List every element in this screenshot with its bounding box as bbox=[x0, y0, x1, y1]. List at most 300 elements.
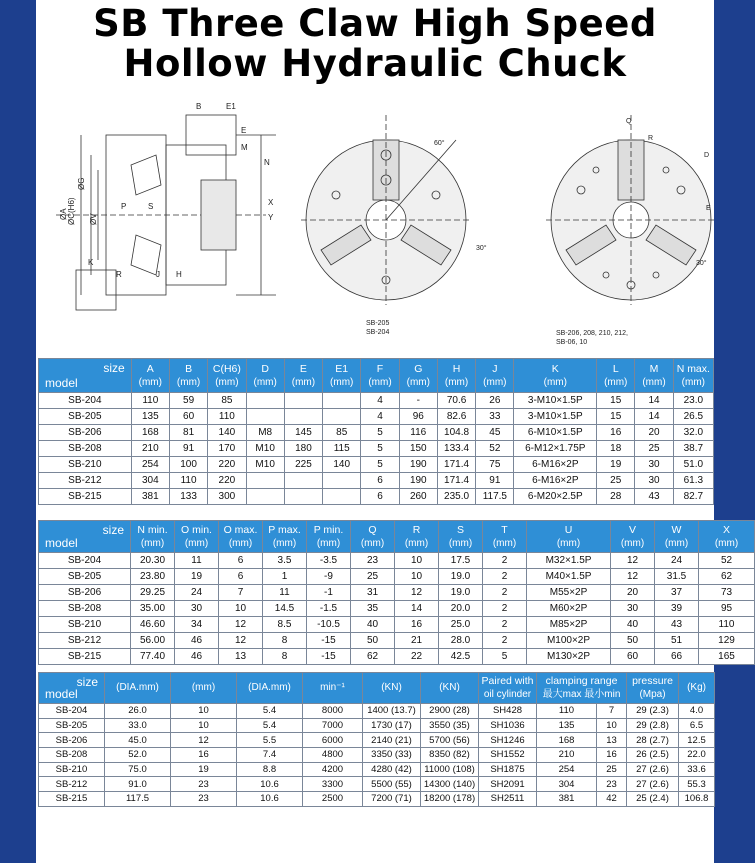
table-cell: 26.5 bbox=[673, 409, 713, 425]
table-cell: 31 bbox=[351, 585, 395, 601]
svg-text:R: R bbox=[116, 270, 122, 279]
column-header-title: E bbox=[299, 362, 307, 375]
table-cell: 23 bbox=[597, 777, 627, 792]
corner-size-label: size bbox=[102, 523, 124, 537]
table-cell: 4800 bbox=[303, 748, 363, 763]
table-cell: 82.6 bbox=[437, 409, 475, 425]
table-cell: 145 bbox=[284, 425, 322, 441]
table-cell: 133 bbox=[169, 489, 207, 505]
table-cell bbox=[323, 393, 361, 409]
table-cell: 1400 (13.7) bbox=[363, 704, 421, 719]
table-cell: 12 bbox=[219, 633, 263, 649]
table-cell: 14.5 bbox=[263, 601, 307, 617]
column-header-title: F bbox=[376, 362, 384, 375]
column-header-unit: (mm) bbox=[368, 376, 392, 388]
svg-text:60°: 60° bbox=[434, 140, 445, 147]
table-cell: 117.5 bbox=[476, 489, 514, 505]
column-header-unit: (DIA.mm) bbox=[248, 682, 291, 693]
table-cell bbox=[284, 473, 322, 489]
column-header-unit: (mm) bbox=[360, 537, 385, 549]
column-header bbox=[537, 673, 627, 704]
column-header-title: R bbox=[412, 523, 421, 536]
svg-text:ØC(H6): ØC(H6) bbox=[67, 197, 76, 225]
table-row bbox=[39, 489, 714, 505]
table-cell: 12 bbox=[611, 553, 655, 569]
table-cell: 18 bbox=[597, 441, 635, 457]
table-cell: 2500 bbox=[303, 792, 363, 807]
table-cell: 12 bbox=[219, 617, 263, 633]
svg-text:SB-204: SB-204 bbox=[366, 329, 390, 336]
table-cell: 10.6 bbox=[237, 792, 303, 807]
table-cell: 25 (2.4) bbox=[627, 792, 679, 807]
table-cell: 24 bbox=[655, 553, 699, 569]
model-cell: SB-204 bbox=[39, 393, 132, 409]
column-header-unit: (mm) bbox=[448, 537, 473, 549]
table-cell: 5.4 bbox=[237, 718, 303, 733]
column-header bbox=[476, 359, 514, 393]
table-cell: 20.30 bbox=[131, 553, 175, 569]
table-cell: M55×2P bbox=[527, 585, 611, 601]
table-cell: -15 bbox=[307, 633, 351, 649]
table-cell: 81 bbox=[169, 425, 207, 441]
table-row bbox=[39, 441, 714, 457]
table-cell: 85 bbox=[323, 425, 361, 441]
table-cell: 12 bbox=[171, 733, 237, 748]
table-cell bbox=[323, 489, 361, 505]
model-cell: SB-208 bbox=[39, 441, 132, 457]
table-cell: 46 bbox=[175, 649, 219, 665]
table-cell: 254 bbox=[131, 457, 169, 473]
column-header-unit: (mm) bbox=[404, 537, 429, 549]
table-cell: 8000 bbox=[303, 704, 363, 719]
table-cell: 140 bbox=[323, 457, 361, 473]
table-cell: 26 (2.5) bbox=[627, 748, 679, 763]
table-cell: 190 bbox=[399, 457, 437, 473]
table-cell: 95 bbox=[699, 601, 755, 617]
table-cell: 5.5 bbox=[237, 733, 303, 748]
table-cell: 16 bbox=[395, 617, 439, 633]
table-cell: 21 bbox=[395, 633, 439, 649]
model-cell: SB-205 bbox=[39, 569, 131, 585]
table-cell: 46 bbox=[175, 633, 219, 649]
column-header bbox=[361, 359, 399, 393]
column-header bbox=[479, 673, 537, 704]
table-cell: 300 bbox=[208, 489, 246, 505]
technical-drawings bbox=[36, 95, 714, 360]
table-cell: 66 bbox=[655, 649, 699, 665]
table-cell: 140 bbox=[208, 425, 246, 441]
svg-text:30°: 30° bbox=[476, 245, 487, 252]
table-cell: 46.60 bbox=[131, 617, 175, 633]
table-cell: 15 bbox=[597, 393, 635, 409]
table-cell bbox=[284, 489, 322, 505]
table-cell: 6-M16×2P bbox=[514, 457, 597, 473]
table-row bbox=[39, 762, 715, 777]
table-cell: 25 bbox=[635, 441, 673, 457]
table-cell: 32.0 bbox=[673, 425, 713, 441]
svg-text:E: E bbox=[241, 126, 247, 135]
column-header bbox=[395, 521, 439, 553]
column-header bbox=[307, 521, 351, 553]
table-cell: 75 bbox=[476, 457, 514, 473]
column-header-title: S bbox=[456, 523, 464, 536]
table-row bbox=[39, 569, 755, 585]
table-cell: 59 bbox=[169, 393, 207, 409]
column-header bbox=[171, 673, 237, 704]
table-cell: 20 bbox=[635, 425, 673, 441]
table-cell: 40 bbox=[611, 617, 655, 633]
model-cell: SB-215 bbox=[39, 792, 105, 807]
svg-text:ØG: ØG bbox=[77, 177, 86, 190]
table-row bbox=[39, 649, 755, 665]
table-cell: 62 bbox=[699, 569, 755, 585]
table-cell: -15 bbox=[307, 649, 351, 665]
table-cell: 133.4 bbox=[437, 441, 475, 457]
model-cell: SB-206 bbox=[39, 733, 105, 748]
table-cell bbox=[246, 473, 284, 489]
svg-text:X: X bbox=[268, 198, 274, 207]
table-cell: 14 bbox=[395, 601, 439, 617]
column-header bbox=[237, 673, 303, 704]
svg-text:Y: Y bbox=[268, 213, 274, 222]
table-cell: SH1246 bbox=[479, 733, 537, 748]
table-row bbox=[39, 393, 714, 409]
table-cell: 10 bbox=[171, 718, 237, 733]
table-cell: 12.5 bbox=[679, 733, 715, 748]
svg-text:N: N bbox=[264, 158, 270, 167]
column-header-title: P min. bbox=[313, 523, 344, 536]
column-header-unit: (mm) bbox=[556, 537, 581, 549]
model-cell: SB-212 bbox=[39, 633, 131, 649]
corner-model-label: model bbox=[45, 536, 78, 550]
column-header-unit: (mm) bbox=[184, 537, 209, 549]
table-cell: 225 bbox=[284, 457, 322, 473]
column-header-unit: (mm) bbox=[191, 682, 216, 693]
column-header-unit: (mm) bbox=[642, 376, 666, 388]
column-header-unit: (mm) bbox=[291, 376, 316, 388]
svg-text:R: R bbox=[648, 135, 654, 142]
table-cell: 29.25 bbox=[131, 585, 175, 601]
column-header-title: D bbox=[261, 362, 269, 375]
table-cell: 26 bbox=[476, 393, 514, 409]
column-header bbox=[679, 673, 715, 704]
table-cell: 4 bbox=[361, 409, 399, 425]
table-cell: M60×2P bbox=[527, 601, 611, 617]
table-cell: 25 bbox=[351, 569, 395, 585]
table-row bbox=[39, 601, 755, 617]
column-header-title: L bbox=[612, 362, 619, 375]
svg-text:SB-206, 208, 210, 212,: SB-206, 208, 210, 212, bbox=[556, 330, 628, 337]
column-header-unit: (mm) bbox=[272, 537, 297, 549]
table-cell: 129 bbox=[699, 633, 755, 649]
svg-text:SB-06, 10: SB-06, 10 bbox=[556, 339, 588, 346]
table-cell: 13 bbox=[597, 733, 627, 748]
table-cell bbox=[284, 409, 322, 425]
table-cell: 220 bbox=[208, 457, 246, 473]
table-cell: 381 bbox=[537, 792, 597, 807]
column-header-title: N max. bbox=[676, 362, 710, 375]
table-cell: 4.0 bbox=[679, 704, 715, 719]
table-cell: 2140 (21) bbox=[363, 733, 421, 748]
table-cell: 16 bbox=[171, 748, 237, 763]
table-cell: 39 bbox=[655, 601, 699, 617]
table-cell: 50 bbox=[611, 633, 655, 649]
table-cell: 5500 (55) bbox=[363, 777, 421, 792]
table-cell: 2 bbox=[483, 569, 527, 585]
column-header bbox=[284, 359, 322, 393]
table-corner bbox=[39, 359, 132, 393]
table-cell: 25 bbox=[597, 473, 635, 489]
model-cell: SB-206 bbox=[39, 425, 132, 441]
table-cell: 2 bbox=[483, 617, 527, 633]
table-cell: 19.0 bbox=[439, 569, 483, 585]
svg-text:M: M bbox=[241, 143, 248, 152]
table-corner bbox=[39, 673, 105, 704]
table-cell: 52 bbox=[476, 441, 514, 457]
table-cell: 8350 (82) bbox=[421, 748, 479, 763]
table-cell: 85 bbox=[208, 393, 246, 409]
column-header bbox=[208, 359, 246, 393]
table-row bbox=[39, 718, 715, 733]
table-cell: 100 bbox=[169, 457, 207, 473]
column-header-unit: oil cylinder bbox=[483, 689, 532, 700]
table-cell: 45.0 bbox=[105, 733, 171, 748]
table-cell: M85×2P bbox=[527, 617, 611, 633]
table-cell: 82.7 bbox=[673, 489, 713, 505]
table-cell: 3-M10×1.5P bbox=[514, 393, 597, 409]
table-cell: 210 bbox=[131, 441, 169, 457]
table-cell: 23 bbox=[171, 777, 237, 792]
table-cell: 29 (2.3) bbox=[627, 704, 679, 719]
column-header-unit: (mm) bbox=[483, 376, 507, 388]
column-header bbox=[699, 521, 755, 553]
column-header bbox=[673, 359, 713, 393]
table-cell: 6 bbox=[361, 473, 399, 489]
table-cell: 7 bbox=[597, 704, 627, 719]
table-cell: 23.80 bbox=[131, 569, 175, 585]
column-header-unit: (mm) bbox=[664, 537, 689, 549]
table-cell: SH1036 bbox=[479, 718, 537, 733]
table-cell: 27 (2.6) bbox=[627, 777, 679, 792]
spec-sheet bbox=[36, 0, 739, 863]
column-header bbox=[351, 521, 395, 553]
table-cell: 210 bbox=[537, 748, 597, 763]
table-cell: 2 bbox=[483, 633, 527, 649]
table-cell: 11000 (108) bbox=[421, 762, 479, 777]
table-cell: 190 bbox=[399, 473, 437, 489]
table-cell: SH1875 bbox=[479, 762, 537, 777]
column-header-title: A bbox=[146, 362, 154, 375]
table-cell: 25.0 bbox=[439, 617, 483, 633]
table-cell: 51.0 bbox=[673, 457, 713, 473]
table-cell: 4280 (42) bbox=[363, 762, 421, 777]
table-cell: 171.4 bbox=[437, 473, 475, 489]
table-cell: 165 bbox=[699, 649, 755, 665]
table-cell: 19 bbox=[175, 569, 219, 585]
table-row bbox=[39, 457, 714, 473]
table-cell: 42 bbox=[597, 792, 627, 807]
column-header-title: U bbox=[564, 523, 573, 536]
table-cell: 5.4 bbox=[237, 704, 303, 719]
table-cell: 4 bbox=[361, 393, 399, 409]
table-cell: 10 bbox=[171, 704, 237, 719]
table-cell: 12 bbox=[611, 569, 655, 585]
table-cell: 43 bbox=[655, 617, 699, 633]
page-title bbox=[36, 4, 714, 84]
table-cell: 14 bbox=[635, 393, 673, 409]
table-cell bbox=[246, 489, 284, 505]
svg-text:ØA: ØA bbox=[59, 208, 68, 220]
model-cell: SB-215 bbox=[39, 649, 131, 665]
model-cell: SB-210 bbox=[39, 617, 131, 633]
column-header-title: pressure bbox=[632, 675, 673, 687]
table-cell bbox=[323, 473, 361, 489]
corner-model-label: model bbox=[45, 687, 78, 701]
svg-text:D: D bbox=[704, 152, 710, 159]
table-row bbox=[39, 633, 755, 649]
column-header-title: B bbox=[185, 362, 193, 375]
table-cell: 6-M20×2.5P bbox=[514, 489, 597, 505]
column-header-unit: (mm) bbox=[714, 537, 739, 549]
column-header bbox=[527, 521, 611, 553]
table-cell: M100×2P bbox=[527, 633, 611, 649]
table-cell: 171.4 bbox=[437, 457, 475, 473]
table-cell: 12 bbox=[395, 585, 439, 601]
corner-model-label: model bbox=[45, 376, 78, 390]
table-cell: 35 bbox=[351, 601, 395, 617]
svg-text:P: P bbox=[121, 202, 127, 211]
model-cell: SB-208 bbox=[39, 748, 105, 763]
table-cell: 52 bbox=[699, 553, 755, 569]
table-cell: 260 bbox=[399, 489, 437, 505]
table-cell: 4200 bbox=[303, 762, 363, 777]
table-row bbox=[39, 409, 714, 425]
column-header-unit: (mm) bbox=[406, 376, 430, 388]
title-line-1: SB Three Claw High Speed bbox=[93, 2, 657, 45]
table-cell: M40×1.5P bbox=[527, 569, 611, 585]
table-cell bbox=[323, 409, 361, 425]
table-cell: 5 bbox=[361, 457, 399, 473]
table-cell: 6-M16×2P bbox=[514, 473, 597, 489]
table-cell: 150 bbox=[399, 441, 437, 457]
table-cell: M10 bbox=[246, 457, 284, 473]
model-cell: SB-215 bbox=[39, 489, 132, 505]
table-cell: -1.5 bbox=[307, 601, 351, 617]
column-header-title: M bbox=[649, 362, 659, 375]
column-header-unit: (Mpa) bbox=[639, 689, 666, 700]
column-header-unit: (mm) bbox=[681, 376, 705, 388]
table-cell: 3550 (35) bbox=[421, 718, 479, 733]
svg-text:Q: Q bbox=[626, 118, 632, 125]
column-header-title: G bbox=[414, 362, 423, 375]
column-header-unit: 最大max 最小min bbox=[542, 689, 621, 700]
column-header-unit: (DIA.mm) bbox=[116, 682, 159, 693]
table-cell: 116 bbox=[399, 425, 437, 441]
table-cell: 117.5 bbox=[105, 792, 171, 807]
table-cell: 18200 (178) bbox=[421, 792, 479, 807]
model-cell: SB-205 bbox=[39, 718, 105, 733]
column-header bbox=[246, 359, 284, 393]
table-cell: 22 bbox=[395, 649, 439, 665]
table-cell: 20.0 bbox=[439, 601, 483, 617]
table-cell: 35.00 bbox=[131, 601, 175, 617]
column-header bbox=[131, 521, 175, 553]
table-cell: -3.5 bbox=[307, 553, 351, 569]
column-header bbox=[635, 359, 673, 393]
table-cell: 33.6 bbox=[679, 762, 715, 777]
column-header bbox=[323, 359, 361, 393]
column-header bbox=[303, 673, 363, 704]
table-cell: 29 (2.8) bbox=[627, 718, 679, 733]
table-cell: 62 bbox=[351, 649, 395, 665]
table-row bbox=[39, 777, 715, 792]
table-cell: 6000 bbox=[303, 733, 363, 748]
column-header-title: P max. bbox=[268, 523, 301, 536]
column-header-unit: (mm) bbox=[330, 376, 354, 388]
table-cell: 104.8 bbox=[437, 425, 475, 441]
column-header-title: E1 bbox=[335, 362, 349, 375]
table-cell: 3-M10×1.5P bbox=[514, 409, 597, 425]
table-cell: 254 bbox=[537, 762, 597, 777]
column-header-title: O min. bbox=[181, 523, 212, 536]
table-cell: 135 bbox=[131, 409, 169, 425]
table-cell bbox=[284, 393, 322, 409]
model-cell: SB-205 bbox=[39, 409, 132, 425]
svg-text:E1: E1 bbox=[226, 102, 236, 111]
table-cell: 8 bbox=[263, 649, 307, 665]
table-row bbox=[39, 733, 715, 748]
table-cell: 43 bbox=[635, 489, 673, 505]
table-cell: 2900 (28) bbox=[421, 704, 479, 719]
svg-text:B: B bbox=[196, 102, 202, 111]
table-cell: 40 bbox=[351, 617, 395, 633]
table-cell: 7200 (71) bbox=[363, 792, 421, 807]
table-cell: 10 bbox=[597, 718, 627, 733]
table-cell: 50 bbox=[351, 633, 395, 649]
column-header-unit: (mm) bbox=[543, 376, 567, 388]
table-cell: 27 (2.6) bbox=[627, 762, 679, 777]
table-cell: 23 bbox=[171, 792, 237, 807]
column-header-unit: (mm) bbox=[316, 537, 341, 549]
column-header-unit: (mm) bbox=[215, 376, 239, 388]
table-row bbox=[39, 553, 755, 569]
table-cell: 10 bbox=[395, 569, 439, 585]
column-header bbox=[131, 359, 169, 393]
column-header-title: X bbox=[722, 523, 730, 536]
table-cell: 10 bbox=[219, 601, 263, 617]
table-cell: 25 bbox=[597, 762, 627, 777]
column-header-title: V bbox=[628, 523, 636, 536]
column-header-unit: (mm) bbox=[140, 537, 165, 549]
column-header bbox=[627, 673, 679, 704]
table-cell: 38.7 bbox=[673, 441, 713, 457]
table-cell: 168 bbox=[131, 425, 169, 441]
table-cell: 23.0 bbox=[673, 393, 713, 409]
table-cell: 19 bbox=[597, 457, 635, 473]
column-header-title: K bbox=[551, 362, 559, 375]
table-cell: 304 bbox=[537, 777, 597, 792]
column-header-title: O max. bbox=[223, 523, 258, 536]
table-cell: 110 bbox=[537, 704, 597, 719]
table-cell: 30 bbox=[175, 601, 219, 617]
column-header-unit: (Kg) bbox=[687, 682, 706, 693]
column-header bbox=[363, 673, 421, 704]
model-cell: SB-206 bbox=[39, 585, 131, 601]
table-row bbox=[39, 748, 715, 763]
table-cell: 31.5 bbox=[655, 569, 699, 585]
table-cell: 70.6 bbox=[437, 393, 475, 409]
column-header-unit: (mm) bbox=[253, 376, 277, 388]
